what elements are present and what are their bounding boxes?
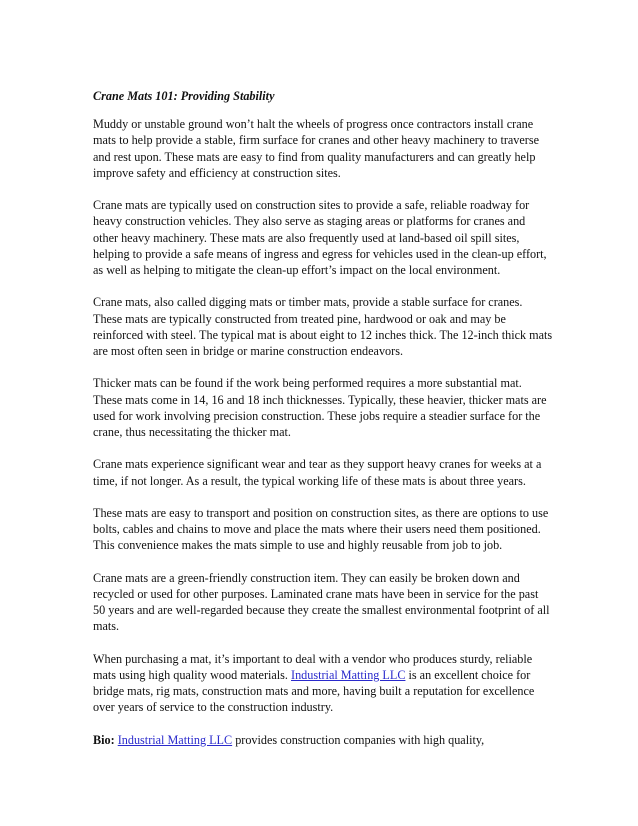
document-title: Crane Mats 101: Providing Stability	[93, 89, 275, 103]
bio-paragraph	[93, 732, 553, 748]
bio-label: Bio:	[93, 732, 115, 747]
bio-text: provides construction companies with high quality,	[232, 732, 485, 747]
industrial-matting-link[interactable]: Industrial Matting LLC	[291, 668, 406, 682]
paragraph-intro: Muddy or unstable ground won’t halt the wheels of progress once contractors install crane mats to help provide a stable, firm surface for cranes and other heavy machinery to traverse and rest upon. These mats are easy to find from quality manufacturers and can greatly help improve safety and efficiency at construction sites.	[93, 117, 540, 180]
paragraph-transport: These mats are easy to transport and position on construction sites, as there are options to use bolts, cables and chains to move and place the mats where their users need them positioned. This convenience makes the mats simple to use and highly reusable from job to job.	[93, 506, 549, 553]
paragraph-purchasing	[93, 651, 553, 716]
paragraph-green: Crane mats are a green-friendly construction item. They can easily be broken down and recycled or used for other purposes. Laminated crane mats have been in service for the past 50 years and are well-regarded because they create the smallest environmental footprint of all mats.	[93, 570, 550, 634]
bio-industrial-matting-link[interactable]: Industrial Matting LLC	[117, 732, 233, 747]
paragraph-thicker-mats: Thicker mats can be found if the work being performed requires a more substantial mat. These mats come in 14, 16 and 18 inch thicknesses. Typically, these heavier, thicker mats are used for work involving precision construction. These jobs require a steadier surface for the crane, thus necessitating the thicker mat.	[93, 376, 547, 440]
paragraph-uses: Crane mats are typically used on construction sites to provide a safe, reliable roadway for heavy construction vehicles. They also serve as staging areas or platforms for cranes and other heavy machinery. These mats are also frequently used at land-based oil spill sites, helping to provide a safe means of ingress and egress for vehicles used in the clean-up effort, as well as helping to mitigate the clean-up effort’s impact on the local environment.	[93, 198, 547, 278]
document-page	[93, 88, 553, 764]
paragraph-construction: Crane mats, also called digging mats or timber mats, provide a stable surface for cranes. These mats are typically constructed from treated pine, hardwood or oak and may be reinforced with steel. The typical mat is about eight to 12 inches thick. The 12-inch thick mats are most often seen in bridge or marine construction endeavors.	[93, 295, 553, 359]
paragraph-wear: Crane mats experience significant wear and tear as they support heavy cranes for weeks at a time, if not longer. As a result, the typical working life of these mats is about three years.	[93, 457, 542, 488]
purchasing-text-after: is an excellent choice for bridge mats, rig mats, construction mats and more, having built a reputation for excellence over years of service to the construction industry.	[93, 668, 535, 715]
purchasing-text-before: When purchasing a mat, it’s important to deal with a vendor who produces sturdy, reliable mats using high quality wood materials.	[93, 651, 533, 682]
